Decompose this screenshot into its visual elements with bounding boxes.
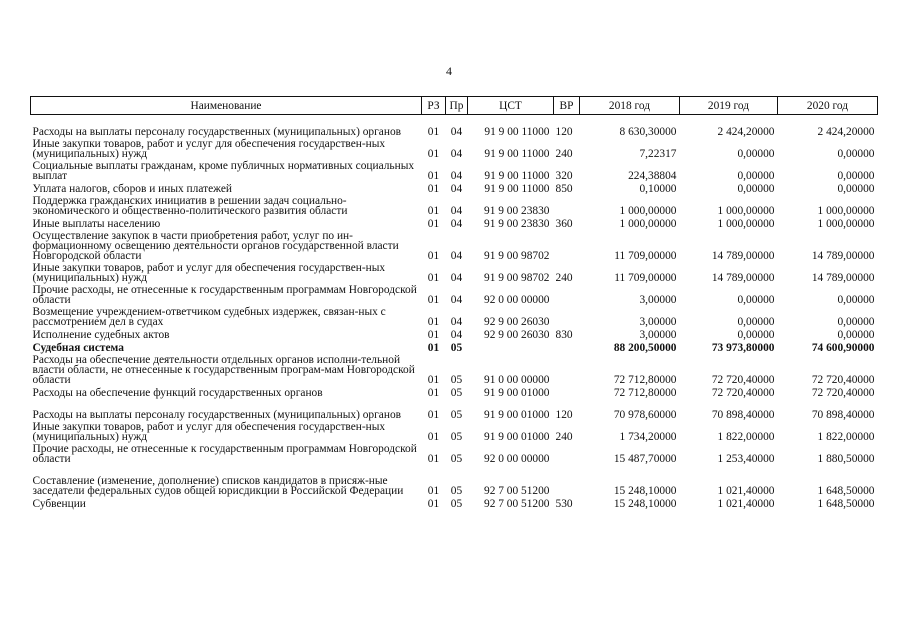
- cell-name: Иные закупки товаров, работ и услуг для обеспечения государствен-ных (муниципальных) нужд: [32, 421, 386, 443]
- cell-y2020: 72 720,40000: [811, 374, 875, 386]
- header-2020: 2020 год: [778, 97, 878, 115]
- cell-cst: 92 9 00 26030: [484, 316, 550, 328]
- cell-cst: 91 9 00 11000: [484, 126, 550, 138]
- table-row: [31, 353, 878, 385]
- cell-name: Расходы на обеспечение функций государственных органов: [32, 387, 323, 399]
- cell-rz: 01: [427, 485, 440, 497]
- cell-pr: 04: [450, 126, 463, 138]
- table-row: [31, 496, 878, 509]
- table-row: [31, 137, 878, 159]
- table-row: [31, 229, 878, 261]
- cell-name: Субвенции: [32, 498, 86, 510]
- table-row: [31, 115, 878, 138]
- cell-rz: 01: [427, 218, 440, 230]
- cell-pr: 05: [450, 453, 463, 465]
- cell-vr: [554, 305, 580, 327]
- cell-cst: 92 7 00 51200: [484, 498, 550, 510]
- cell-cst: 91 9 00 01000: [484, 409, 550, 421]
- cell-y2020: 0,00000: [837, 170, 875, 182]
- cell-name: Уплата налогов, сборов и иных платежей: [32, 183, 232, 195]
- table-row: [31, 305, 878, 327]
- cell-pr: 05: [450, 387, 463, 399]
- cell-y2019: 73 973,80000: [711, 342, 775, 354]
- cell-rz: 01: [427, 342, 440, 354]
- table-row: [31, 261, 878, 283]
- cell-y2020: 1 648,50000: [817, 485, 875, 497]
- cell-rz: 01: [427, 453, 440, 465]
- cell-y2018: 3,00000: [639, 294, 677, 306]
- cell-name: Возмещение учреждением-ответчиком судебных издержек, связан-ных с рассмотрением дел в судах: [32, 306, 386, 328]
- cell-rz: 01: [427, 250, 440, 262]
- cell-y2019: 0,00000: [737, 170, 775, 182]
- cell-rz: 01: [427, 498, 440, 510]
- cell-vr: [554, 442, 580, 464]
- cell-y2018: 11 709,00000: [614, 272, 677, 284]
- cell-y2018: 72 712,80000: [613, 387, 677, 399]
- header-name: Наименование: [31, 97, 422, 115]
- cell-cst: 91 9 00 11000: [484, 148, 550, 160]
- cell-y2020: 0,00000: [837, 183, 875, 195]
- header-2019: 2019 год: [680, 97, 778, 115]
- cell-rz: 01: [427, 387, 440, 399]
- cell-y2018: 224,38804: [628, 170, 677, 182]
- cell-pr: 04: [450, 205, 463, 217]
- cell-y2018: 1 000,00000: [619, 205, 677, 217]
- cell-pr: 04: [450, 316, 463, 328]
- cell-vr: [554, 385, 580, 398]
- table-row: [31, 159, 878, 181]
- cell-y2020: 74 600,90000: [811, 342, 875, 354]
- cell-vr: 240: [555, 148, 573, 160]
- cell-rz: 01: [427, 170, 440, 182]
- cell-y2020: 0,00000: [837, 316, 875, 328]
- cell-name: Судебная система: [32, 342, 124, 354]
- cell-cst: 92 0 00 00000: [484, 294, 550, 306]
- cell-vr: [554, 353, 580, 385]
- cell-cst: 91 9 00 23830: [484, 205, 550, 217]
- cell-pr: 05: [450, 342, 463, 354]
- cell-y2018: 3,00000: [639, 316, 677, 328]
- cell-pr: 04: [450, 250, 463, 262]
- cell-rz: 01: [427, 374, 440, 386]
- cell-y2020: 14 789,00000: [811, 250, 875, 262]
- cell-cst: 91 9 00 01000: [484, 387, 550, 399]
- cell-y2019: 2 424,20000: [717, 126, 775, 138]
- table-body: [31, 115, 878, 510]
- cell-y2019: 1 000,00000: [717, 218, 775, 230]
- table-row: [31, 420, 878, 442]
- cell-y2019: 14 789,00000: [711, 272, 775, 284]
- cell-name: Расходы на выплаты персоналу государственных (муниципальных) органов: [32, 126, 402, 138]
- cell-pr: 04: [450, 272, 463, 284]
- cell-pr: 05: [450, 374, 463, 386]
- cell-y2018: 11 709,00000: [614, 250, 677, 262]
- table-row: [31, 181, 878, 194]
- cell-cst: 91 9 00 98702: [484, 250, 550, 262]
- cell-cst: 91 9 00 23830: [484, 218, 550, 230]
- cell-y2019: 1 021,40000: [717, 485, 775, 497]
- cell-rz: 01: [427, 316, 440, 328]
- cell-y2019: 70 898,40000: [711, 409, 775, 421]
- cell-pr: 04: [450, 329, 463, 341]
- cell-pr: 05: [450, 431, 463, 443]
- cell-name: Прочие расходы, не отнесенные к государственным программам Новгородской области: [32, 284, 417, 306]
- cell-y2018: 88 200,50000: [613, 342, 677, 354]
- cell-y2020: 1 000,00000: [817, 205, 875, 217]
- cell-pr: 05: [450, 498, 463, 510]
- header-2018: 2018 год: [580, 97, 680, 115]
- page-number: 4: [446, 64, 452, 78]
- header-pr: Пр: [446, 97, 468, 115]
- cell-pr: 04: [450, 170, 463, 182]
- cell-y2019: 72 720,40000: [711, 374, 775, 386]
- cell-cst: 91 0 00 00000: [484, 374, 550, 386]
- cell-y2018: 1 734,20000: [619, 431, 677, 443]
- cell-y2018: 72 712,80000: [613, 374, 677, 386]
- header-cst: ЦСТ: [468, 97, 554, 115]
- cell-name: Иные закупки товаров, работ и услуг для обеспечения государствен-ных (муниципальных) нужд: [32, 138, 386, 160]
- cell-pr: 04: [450, 148, 463, 160]
- cell-vr: 240: [555, 431, 573, 443]
- cell-vr: [554, 283, 580, 305]
- cell-name: Поддержка гражданских инициатив в решении задач социально-экономического и общественно-политического развития области: [32, 195, 348, 217]
- cell-vr: 850: [555, 183, 573, 195]
- cell-vr: 530: [555, 498, 573, 510]
- table-row: [31, 194, 878, 216]
- cell-rz: 01: [427, 183, 440, 195]
- cell-name: Иные выплаты населению: [32, 218, 161, 230]
- table-row: [31, 327, 878, 340]
- cell-y2018: 1 000,00000: [619, 218, 677, 230]
- cell-y2020: 1 648,50000: [817, 498, 875, 510]
- cell-vr: [554, 340, 580, 353]
- cell-name: Социальные выплаты гражданам, кроме публичных нормативных социальных выплат: [32, 160, 415, 182]
- cell-rz: 01: [427, 431, 440, 443]
- cell-y2018: 15 248,10000: [613, 485, 677, 497]
- table-row: [31, 283, 878, 305]
- cell-name: Осуществление закупок в части приобретения работ, услуг по ин-формационному освещению деятельности органов государственной власти Новгородской области: [32, 230, 399, 262]
- cell-y2019: 1 822,00000: [717, 431, 775, 443]
- cell-rz: 01: [427, 148, 440, 160]
- cell-cst: 91 9 00 98702: [484, 272, 550, 284]
- table-header: [31, 97, 878, 115]
- cell-pr: 04: [450, 183, 463, 195]
- cell-y2019: 1 000,00000: [717, 205, 775, 217]
- cell-y2018: 70 978,60000: [613, 409, 677, 421]
- cell-cst: 92 9 00 26030: [484, 329, 550, 341]
- table-row: [31, 385, 878, 398]
- cell-y2018: 7,22317: [639, 148, 677, 160]
- cell-cst: 92 0 00 00000: [484, 453, 550, 465]
- cell-vr: 360: [555, 218, 573, 230]
- cell-y2019: 0,00000: [737, 329, 775, 341]
- cell-cst: 91 9 00 01000: [484, 431, 550, 443]
- cell-y2020: 2 424,20000: [817, 126, 875, 138]
- cell-y2019: 1 021,40000: [717, 498, 775, 510]
- cell-pr: 04: [450, 218, 463, 230]
- cell-name: Расходы на обеспечение деятельности отдельных органов исполни-тельной власти области, не отнесенные к государственным програм-мам Новгородской области: [32, 354, 415, 386]
- cell-y2019: 72 720,40000: [711, 387, 775, 399]
- cell-y2018: 15 248,10000: [613, 498, 677, 510]
- cell-y2019: 0,00000: [737, 294, 775, 306]
- cell-vr: [554, 194, 580, 216]
- cell-cst: 92 7 00 51200: [484, 485, 550, 497]
- cell-pr: 05: [450, 485, 463, 497]
- cell-vr: 240: [555, 272, 573, 284]
- cell-name: Прочие расходы, не отнесенные к государственным программам Новгородской области: [32, 443, 417, 465]
- cell-y2020: 1 880,50000: [817, 453, 875, 465]
- cell-vr: [554, 464, 580, 496]
- cell-y2020: 0,00000: [837, 329, 875, 341]
- cell-y2018: 8 630,30000: [619, 126, 677, 138]
- cell-y2019: 14 789,00000: [711, 250, 775, 262]
- budget-table: [30, 96, 878, 509]
- cell-y2019: 0,00000: [737, 316, 775, 328]
- table-row: [31, 442, 878, 464]
- cell-vr: 320: [555, 170, 573, 182]
- cell-name: Расходы на выплаты персоналу государственных (муниципальных) органов: [32, 409, 402, 421]
- cell-y2020: 0,00000: [837, 294, 875, 306]
- header-vr: ВР: [554, 97, 580, 115]
- cell-cst: 91 9 00 11000: [484, 170, 550, 182]
- cell-name: Иные закупки товаров, работ и услуг для обеспечения государствен-ных (муниципальных) нужд: [32, 262, 386, 284]
- cell-rz: 01: [427, 294, 440, 306]
- cell-y2019: 0,00000: [737, 148, 775, 160]
- cell-pr: 04: [450, 294, 463, 306]
- cell-rz: 01: [427, 126, 440, 138]
- cell-name: Составление (изменение, дополнение) списков кандидатов в присяж-ные заседатели федеральных судов общей юрисдикции в Российской Федерации: [32, 475, 404, 497]
- table-row: [31, 464, 878, 496]
- cell-vr: 120: [555, 409, 573, 421]
- cell-rz: 01: [427, 409, 440, 421]
- cell-y2020: 1 822,00000: [817, 431, 875, 443]
- cell-cst: [468, 340, 554, 353]
- cell-y2020: 72 720,40000: [811, 387, 875, 399]
- cell-rz: 01: [427, 205, 440, 217]
- cell-rz: 01: [427, 329, 440, 341]
- cell-y2020: 1 000,00000: [817, 218, 875, 230]
- cell-y2020: 0,00000: [837, 148, 875, 160]
- table-row: [31, 340, 878, 353]
- cell-y2019: 1 253,40000: [717, 453, 775, 465]
- cell-y2020: 14 789,00000: [811, 272, 875, 284]
- cell-name: Исполнение судебных актов: [32, 329, 170, 341]
- cell-vr: 830: [555, 329, 573, 341]
- cell-vr: 120: [555, 126, 573, 138]
- cell-y2018: 0,10000: [639, 183, 677, 195]
- cell-rz: 01: [427, 272, 440, 284]
- table-row: [31, 216, 878, 229]
- cell-vr: [554, 229, 580, 261]
- table-row: [31, 398, 878, 420]
- cell-y2018: 15 487,70000: [613, 453, 677, 465]
- header-rz: РЗ: [422, 97, 446, 115]
- cell-cst: 91 9 00 11000: [484, 183, 550, 195]
- cell-y2020: 70 898,40000: [811, 409, 875, 421]
- cell-y2018: 3,00000: [639, 329, 677, 341]
- cell-pr: 05: [450, 409, 463, 421]
- cell-y2019: 0,00000: [737, 183, 775, 195]
